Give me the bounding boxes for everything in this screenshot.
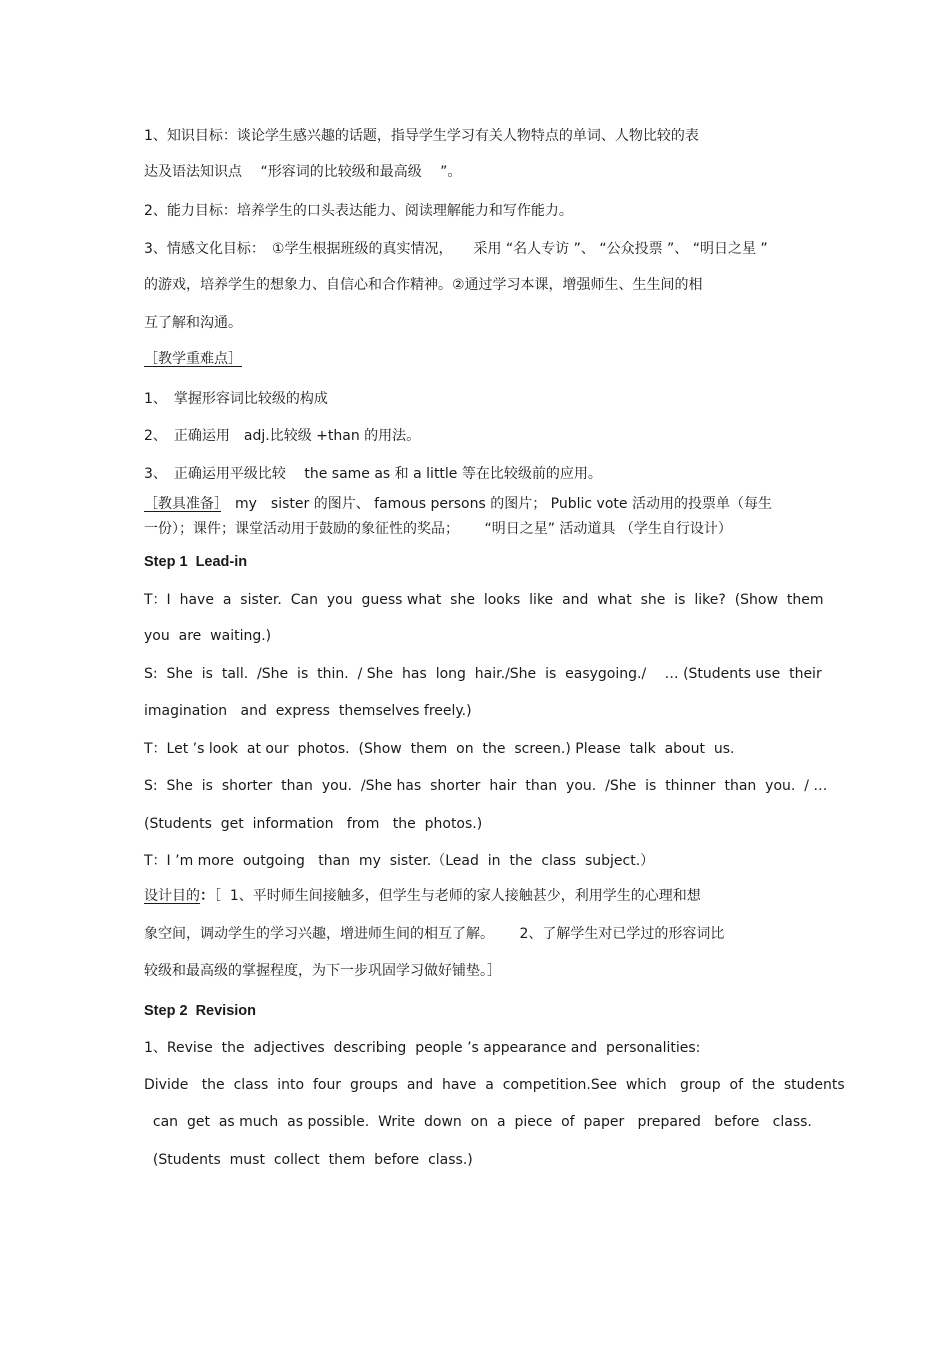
design-label: 设计目的 (144, 888, 200, 904)
design-line-3: 较级和最高级的掌握程度，为下一步巩固学习做好铺垫。］ (144, 963, 501, 979)
design-colon: ： (200, 888, 214, 904)
key-point-2: 2、 正确运用 adj.比较级 +than 的用法。 (144, 428, 421, 444)
step1-line-1: T：I have a sister. Can you guess what she looks like and what she is like? (Show them (144, 592, 824, 608)
materials-line-2: 一份）；课件；课堂活动用于鼓励的象征性的奖品； “明日之星” 活动道具 （学生自行设计） (144, 521, 732, 537)
step1-line-5: T：Let ’s look at our photos. (Show them on the screen.) Please talk about us. (144, 741, 735, 757)
step2-line-2: Divide the class into four groups and have a competition.See which group of the students (144, 1077, 845, 1093)
materials-label: ［教具准备］ (144, 496, 221, 512)
step1-line-2: you are waiting.) (144, 628, 272, 644)
key-point-3: 3、 正确运用平级比较 the same as 和 a little 等在比较级前的应用。 (144, 466, 602, 482)
objective-knowledge: 1、知识目标：谈论学生感兴趣的话题，指导学生学习有关人物特点的单词、人物比较的表 (144, 128, 699, 144)
objective-knowledge-cont: 达及语法知识点 “形容词的比较级和最高级 ”。 (144, 164, 462, 180)
step2-line-1: 1、Revise the adjectives describing people ’s appearance and personalities: (144, 1040, 701, 1056)
step1-line-8: T：I ’m more outgoing than my sister.（Lead in the class subject.） (144, 853, 655, 869)
step2-heading: Step 2 Revision (144, 1003, 257, 1019)
objective-emotion: 3、情感文化目标： ①学生根据班级的真实情况， 采用 “名人专访 ”、 “公众投票 ”、 “明日之星 ” (144, 241, 768, 257)
design-text: ［ 1、平时师生间接触多，但学生与老师的家人接触甚少，利用学生的心理和想 (214, 888, 701, 904)
objective-emotion-end: 互了解和沟通。 (144, 315, 242, 331)
step2-line-4: (Students must collect them before class.) (144, 1152, 473, 1168)
materials-line-1 (144, 495, 772, 513)
objective-emotion-cont: 的游戏，培养学生的想象力、自信心和合作精神。②通过学习本课，增强师生、生生间的相 (144, 277, 703, 293)
step1-line-7: (Students get information from the photos.) (144, 816, 483, 832)
design-line-1 (144, 887, 701, 905)
materials-text: my sister 的图片、 famous persons 的图片； Public vote 活动用的投票单（每生 (221, 496, 772, 512)
design-line-2: 象空间，调动学生的学习兴趣，增进师生间的相互了解。 2、了解学生对已学过的形容词比 (144, 926, 725, 942)
step1-line-6: S: She is shorter than you. /She has shorter hair than you. /She is thinner than you. / … (144, 778, 828, 794)
step1-line-4: imagination and express themselves freely.) (144, 703, 472, 719)
step2-line-3: can get as much as possible. Write down on a piece of paper prepared before class. (144, 1114, 812, 1130)
step1-line-3: S: She is tall. /She is thin. / She has long hair./She is easygoing./ … (Students use their (144, 666, 822, 682)
key-point-1: 1、 掌握形容词比较级的构成 (144, 391, 328, 407)
objective-ability: 2、能力目标：培养学生的口头表达能力、阅读理解能力和写作能力。 (144, 203, 573, 219)
key-points-heading: ［教学重难点］ (144, 351, 242, 367)
step1-heading: Step 1 Lead-in (144, 554, 248, 570)
